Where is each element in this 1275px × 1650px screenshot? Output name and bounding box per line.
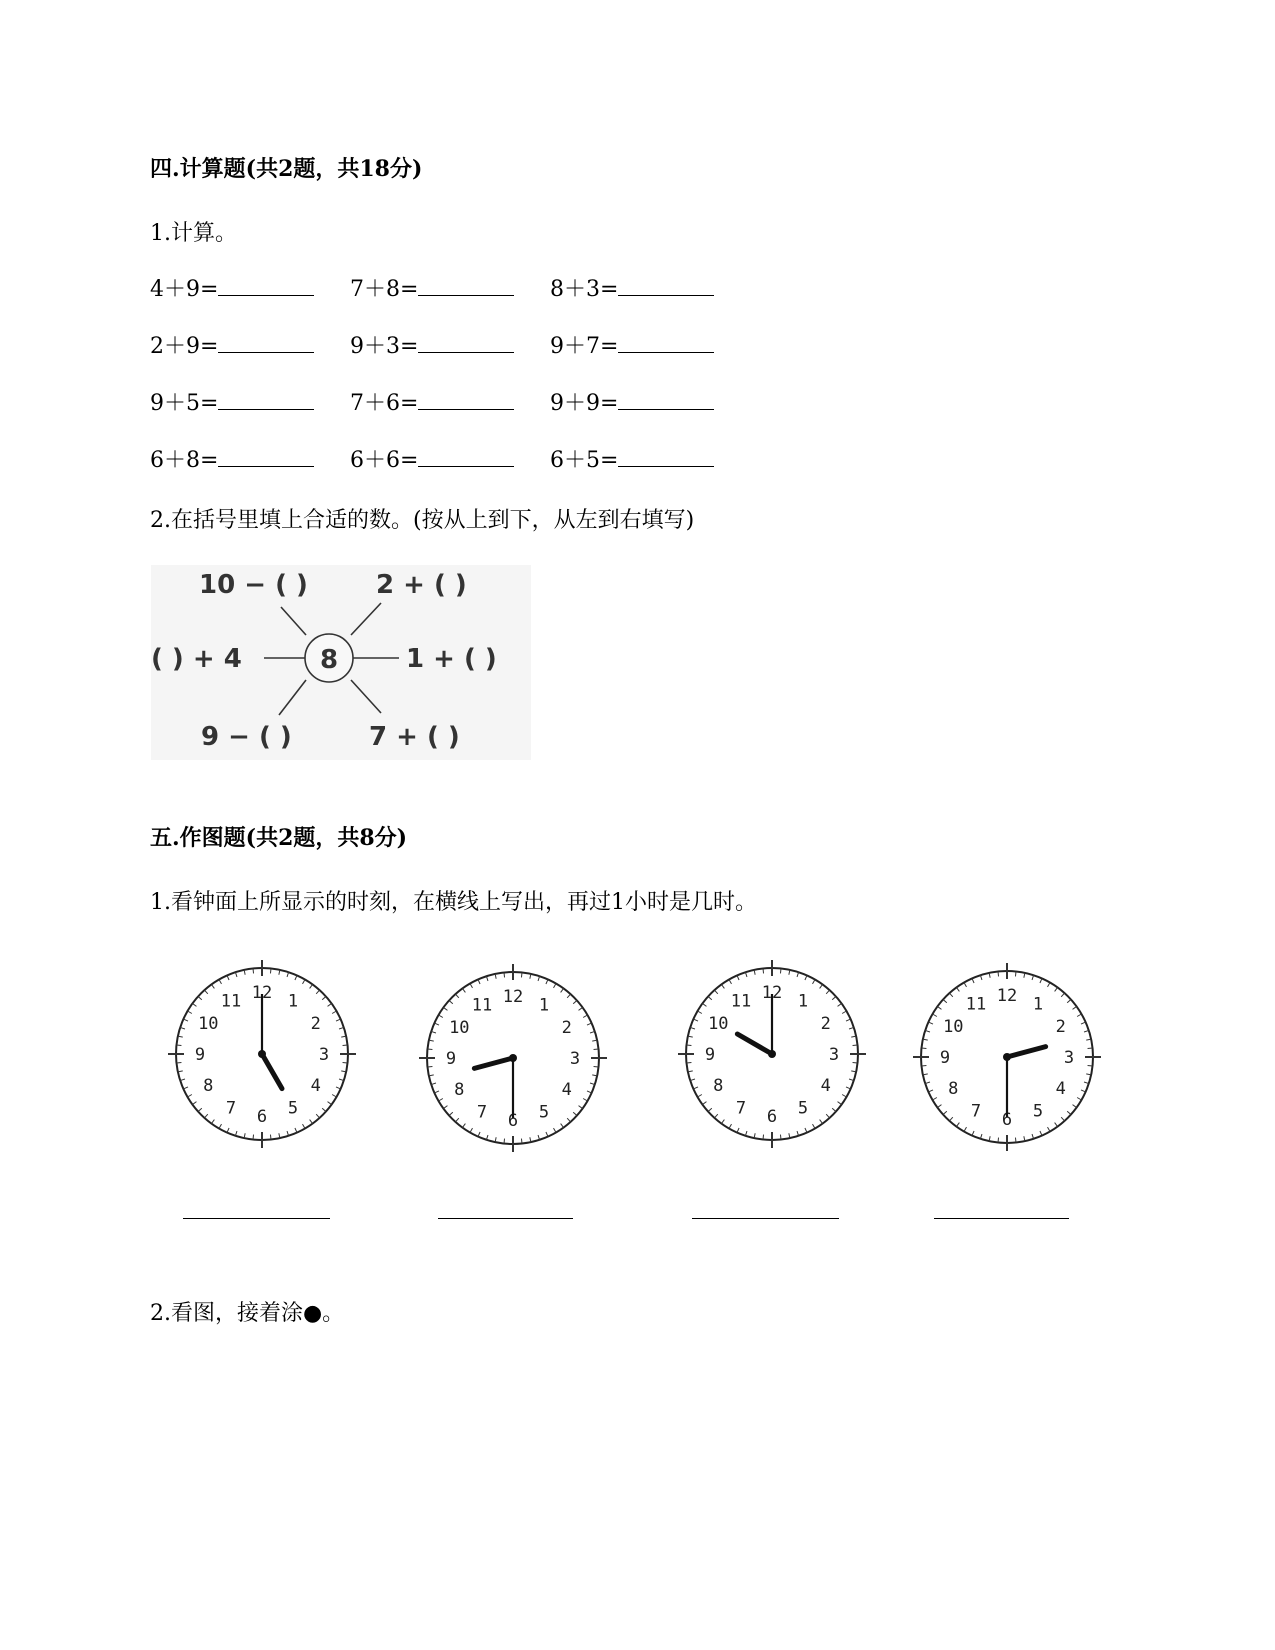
clock-number: 6 (507, 1111, 519, 1131)
answer-line-4[interactable] (934, 1218, 1069, 1219)
clock-tick (780, 1135, 781, 1140)
clock-number: 2 (1055, 1017, 1066, 1037)
equation-text: 6＋6= (350, 448, 419, 473)
clock-number: 12 (502, 987, 524, 1007)
equation-item (150, 272, 314, 303)
expr-top-left: 10 − ( ) (199, 570, 308, 600)
spoke-top-left (281, 607, 306, 635)
clock-number: 3 (828, 1045, 840, 1065)
clock-number: 8 (713, 1076, 724, 1096)
center-number: 8 (319, 645, 339, 675)
clock-number: 9 (445, 1049, 457, 1069)
clock-tick (270, 1135, 271, 1140)
clock-center-dot (1003, 1053, 1011, 1061)
section-4-title: 四.计算题(共2题，共18分) (150, 156, 423, 182)
question-4-2-text: 2.在括号里填上合适的数。(按从上到下，从左到右填写) (150, 508, 695, 533)
clock-tick (763, 1135, 764, 1140)
answer-blank[interactable] (418, 387, 514, 410)
answer-blank[interactable] (418, 273, 514, 296)
clock-number: 5 (797, 1098, 809, 1119)
clock-tick (1088, 1048, 1093, 1049)
spoke-top-right (351, 603, 381, 635)
spoke-bottom-left (279, 680, 306, 715)
clock-number: 10 (449, 1018, 470, 1038)
equation-text: 9＋3= (350, 334, 419, 359)
equation-item (150, 443, 314, 474)
clock-number: 10 (198, 1014, 219, 1034)
clock-number: 6 (256, 1107, 268, 1127)
equation-item (150, 329, 314, 360)
clock-tick (270, 968, 271, 973)
answer-blank[interactable] (618, 273, 714, 296)
equation-text: 9＋9= (550, 391, 619, 416)
clock-tick (427, 1049, 432, 1050)
expr-bottom-right: 7 + ( ) (369, 722, 460, 752)
equation-text: 7＋6= (350, 391, 419, 416)
clock-tick (343, 1062, 348, 1063)
fill-in-diagram (151, 565, 531, 760)
clock-tick (1088, 1065, 1093, 1066)
question-4-1-text: 1.计算。 (150, 221, 237, 246)
question-5-1-text: 1.看钟面上所显示的时刻，在横线上写出，再过1小时是几时。 (150, 890, 757, 915)
clock-tick (504, 972, 505, 977)
equation-text: 6＋8= (150, 448, 219, 473)
clock-number: 3 (318, 1045, 330, 1065)
answer-line-2[interactable] (438, 1218, 573, 1219)
clock-number: 7 (225, 1098, 237, 1119)
clock-tick (521, 972, 522, 977)
equation-item (550, 272, 714, 303)
clock-face (167, 959, 357, 1153)
clock-number: 1 (287, 991, 299, 1012)
clock-tick (1015, 971, 1016, 976)
clock-number: 11 (730, 991, 752, 1012)
clock-tick (176, 1045, 181, 1046)
clock-tick (686, 1062, 691, 1063)
equation-item (350, 443, 514, 474)
clock-tick (343, 1045, 348, 1046)
clock-tick (686, 1045, 691, 1046)
answer-blank[interactable] (218, 444, 314, 467)
clock-tick (521, 1139, 522, 1144)
clock-number: 4 (310, 1076, 321, 1096)
section-5-title: 五.作图题(共2题，共8分) (150, 825, 408, 851)
equation-item (550, 443, 714, 474)
answer-line-3[interactable] (692, 1218, 839, 1219)
clock-face (912, 962, 1102, 1156)
clock-number: 12 (761, 983, 783, 1003)
answer-blank[interactable] (218, 330, 314, 353)
clock-number: 2 (310, 1014, 321, 1034)
expr-right: 1 + ( ) (406, 644, 497, 674)
clock-tick (253, 1135, 254, 1140)
clock-number: 5 (1032, 1101, 1044, 1122)
answer-blank[interactable] (618, 330, 714, 353)
clock-center-dot (509, 1054, 517, 1062)
clock-number: 9 (194, 1045, 206, 1065)
clock-number: 4 (561, 1080, 572, 1100)
clock-tick (998, 971, 999, 976)
answer-blank[interactable] (418, 444, 514, 467)
clock-number: 6 (1001, 1110, 1013, 1130)
clock-number: 2 (561, 1018, 572, 1038)
question-5-2-text: 2.看图，接着涂●。 (150, 1301, 345, 1326)
clock-number: 5 (538, 1102, 550, 1123)
equation-item (550, 386, 714, 417)
clock-number: 12 (996, 986, 1018, 1006)
clock-number: 3 (1063, 1048, 1075, 1068)
answer-blank[interactable] (618, 387, 714, 410)
clock-tick (921, 1065, 926, 1066)
equation-text: 9＋5= (150, 391, 219, 416)
clock-number: 7 (970, 1101, 982, 1122)
answer-blank[interactable] (418, 330, 514, 353)
clock-number: 11 (471, 995, 493, 1016)
clock-face (677, 959, 867, 1153)
clock-number: 5 (287, 1098, 299, 1119)
equation-item (150, 386, 314, 417)
clock-number: 1 (538, 995, 550, 1016)
clock-face (418, 963, 608, 1157)
answer-blank[interactable] (218, 273, 314, 296)
clock-center-dot (258, 1050, 266, 1058)
clock-tick (853, 1045, 858, 1046)
equation-item (350, 272, 514, 303)
spoke-bottom-right (351, 680, 381, 713)
expr-left: ( ) + 4 (151, 644, 242, 674)
clock-tick (921, 1048, 926, 1049)
equation-text: 9＋7= (550, 334, 619, 359)
clock-tick (427, 1066, 432, 1067)
clock-number: 11 (965, 994, 987, 1015)
clock-tick (504, 1139, 505, 1144)
clock-number: 10 (943, 1017, 964, 1037)
expr-top-right: 2 + ( ) (376, 570, 467, 600)
clock-tick (253, 968, 254, 973)
equation-item (350, 386, 514, 417)
clock-number: 9 (939, 1048, 951, 1068)
clock-number: 9 (704, 1045, 716, 1065)
answer-blank[interactable] (618, 444, 714, 467)
clock-tick (1015, 1138, 1016, 1143)
equation-text: 4＋9= (150, 277, 219, 302)
clock-number: 6 (766, 1107, 778, 1127)
equation-text: 8＋3= (550, 277, 619, 302)
clock-tick (176, 1062, 181, 1063)
equation-text: 7＋8= (350, 277, 419, 302)
clock-number: 12 (251, 983, 273, 1003)
clock-number: 8 (203, 1076, 214, 1096)
equation-text: 2＋9= (150, 334, 219, 359)
clock-tick (594, 1066, 599, 1067)
clock-number: 10 (708, 1014, 729, 1034)
clock-tick (998, 1138, 999, 1143)
clock-number: 2 (820, 1014, 831, 1034)
clock-number: 7 (476, 1102, 488, 1123)
clock-tick (780, 968, 781, 973)
clock-tick (853, 1062, 858, 1063)
answer-line-1[interactable] (183, 1218, 330, 1219)
clock-number: 8 (948, 1079, 959, 1099)
clock-number: 3 (569, 1049, 581, 1069)
clock-number: 4 (1055, 1079, 1066, 1099)
equation-item (350, 329, 514, 360)
clock-number: 11 (220, 991, 242, 1012)
clock-tick (594, 1049, 599, 1050)
answer-blank[interactable] (218, 387, 314, 410)
equation-item (550, 329, 714, 360)
clock-number: 1 (1032, 994, 1044, 1015)
clock-number: 8 (454, 1080, 465, 1100)
clock-number: 4 (820, 1076, 831, 1096)
clock-number: 1 (797, 991, 809, 1012)
clock-number: 7 (735, 1098, 747, 1119)
clock-tick (763, 968, 764, 973)
equation-text: 6＋5= (550, 448, 619, 473)
expr-bottom-left: 9 − ( ) (201, 722, 292, 752)
clock-center-dot (768, 1050, 776, 1058)
